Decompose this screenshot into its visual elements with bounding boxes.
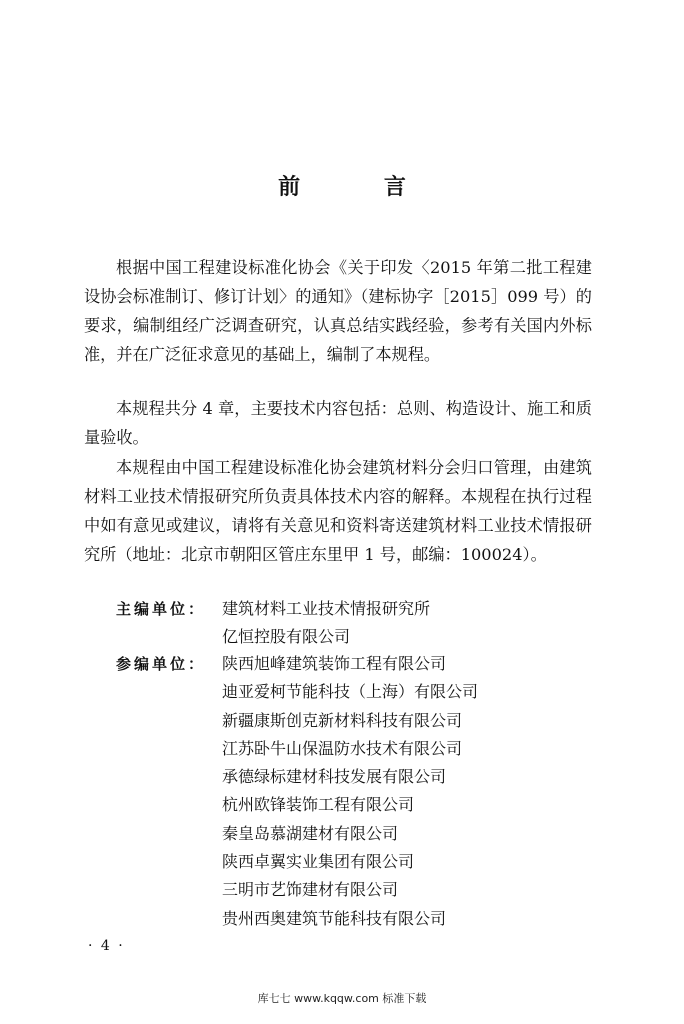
unit-name: 杭州欧锋装饰工程有限公司 bbox=[222, 795, 415, 815]
paragraph-text: 本规程共分 4 章，主要技术内容包括：总则、构造设计、施工和质量验收。 bbox=[84, 399, 592, 447]
paragraph-text: 本规程由中国工程建设标准化协会建筑材料分会归口管理，由建筑材料工业技术情报研究所负责具体技术内容的解释。本规程在执行过程中如有意见或建议，请将有关意见和资料寄送建筑材料工业技术情报研究所（地址：北京市朝阳区管庄东里甲 1 号，邮编：100024）。 bbox=[84, 458, 592, 564]
unit-name: 陕西卓翼实业集团有限公司 bbox=[222, 852, 415, 872]
unit-name: 江苏卧牛山保温防水技术有限公司 bbox=[222, 738, 463, 758]
unit-name: 秦皇岛慕湖建材有限公司 bbox=[222, 823, 399, 843]
unit-name: 亿恒控股有限公司 bbox=[222, 627, 351, 647]
page-title: 前 言 bbox=[278, 175, 444, 200]
paragraph-2 bbox=[84, 394, 592, 452]
unit-name: 迪亚爱柯节能科技（上海）有限公司 bbox=[222, 682, 479, 702]
unit-name: 承德绿标建材科技发展有限公司 bbox=[222, 767, 447, 787]
paragraph-1 bbox=[84, 253, 592, 369]
unit-name: 陕西旭峰建筑装饰工程有限公司 bbox=[222, 654, 447, 673]
paragraph-text: 根据中国工程建设标准化协会《关于印发〈2015 年第二批工程建设协会标准制订、修订计划〉的通知》（建标协字［2015］099 号）的要求，编制组经广泛调查研究，认真总结实践经验，参考有关国内外标准，并在广泛征求意见的基础上，编制了本规程。 bbox=[84, 258, 592, 364]
unit-name: 贵州西奥建筑节能科技有限公司 bbox=[222, 908, 447, 928]
unit-name: 建筑材料工业技术情报研究所 bbox=[222, 599, 431, 618]
participating-units-label: 参编单位： bbox=[116, 655, 207, 673]
participating-units-list bbox=[222, 650, 478, 933]
paragraph-3 bbox=[84, 453, 592, 569]
chief-units-list bbox=[222, 595, 430, 652]
footer-watermark: 库七七 www.kqqw.com 标准下载 bbox=[257, 992, 427, 1005]
chief-units-section bbox=[116, 595, 596, 652]
unit-name: 三明市艺饰建材有限公司 bbox=[222, 880, 399, 900]
page-number: · 4 · bbox=[88, 938, 125, 954]
participating-units-section bbox=[116, 650, 596, 933]
chief-units-label: 主编单位： bbox=[116, 600, 207, 618]
unit-name: 新疆康斯创克新材料科技有限公司 bbox=[222, 710, 463, 730]
